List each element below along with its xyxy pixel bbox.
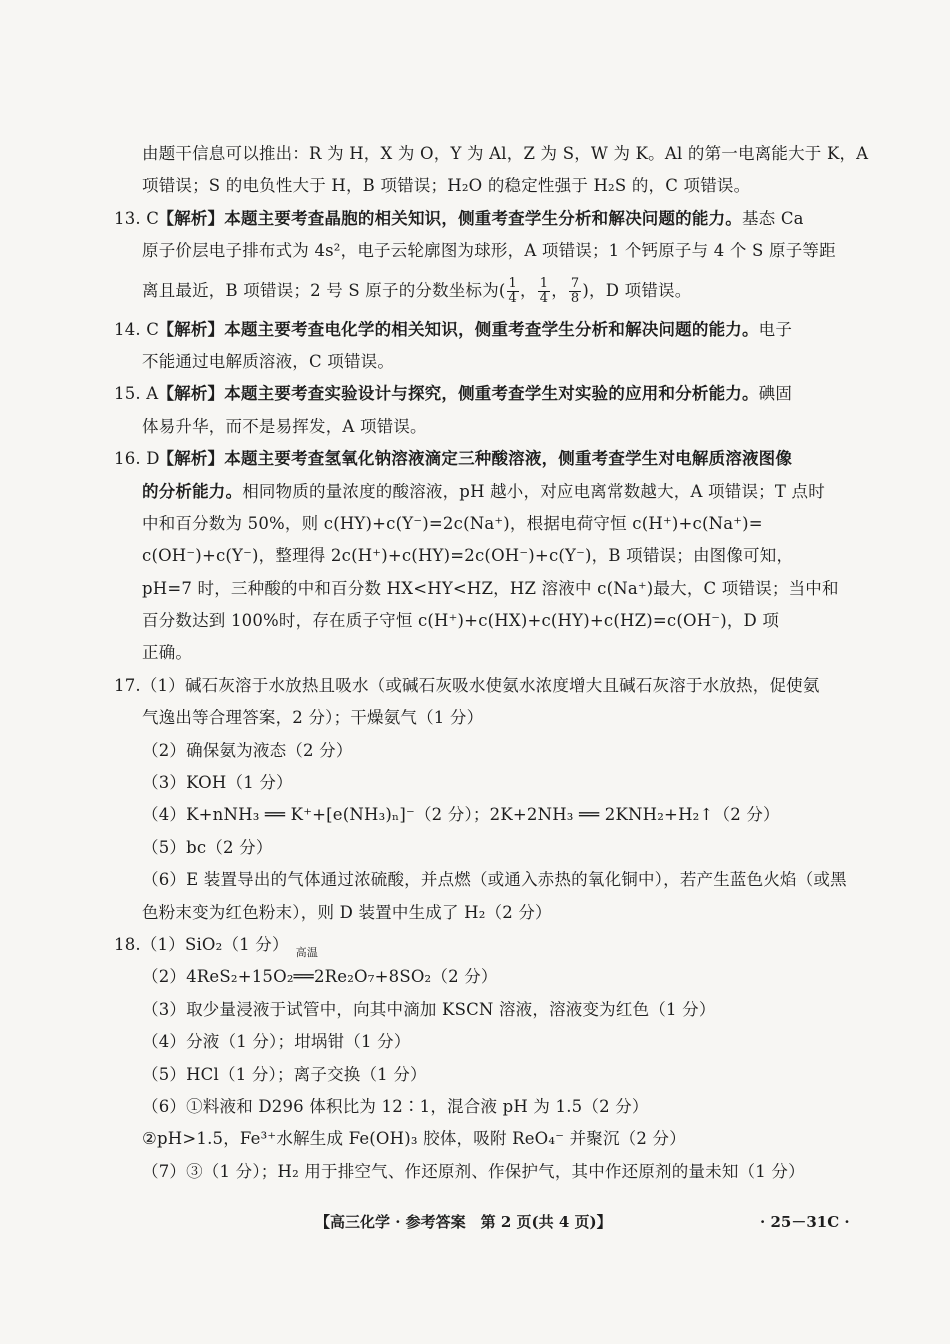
q18-line-4: （4）分液（1 分）；坩埚钳（1 分） <box>142 1032 411 1052</box>
footer-code: · 25－31C · <box>760 1213 850 1231</box>
q17-line-7: （6）E 装置导出的气体通过浓硫酸，并点燃（或通入赤热的氧化铜中），若产生蓝色火焰（或黑 <box>142 870 847 890</box>
q15-line-2: 体易升华，而不是易挥发，A 项错误。 <box>142 416 427 436</box>
q15-analysis-tag: 【解析】 <box>157 384 225 404</box>
q14-line-1 <box>114 314 844 346</box>
q12-line-1: 由题干信息可以推出：R 为 H，X 为 O，Y 为 Al，Z 为 S，W 为 K。Al 的第一电离能大于 K，A <box>142 144 869 163</box>
q16-line-1 <box>114 443 844 475</box>
q12-line-2: 项错误；S 的电负性大于 H，B 项错误；H₂O 的稳定性强于 H₂S 的，C 项错误。 <box>142 176 751 196</box>
q18-line-3: （3）取少量浸液于试管中，向其中滴加 KSCN 溶液，溶液变为红色（1 分） <box>142 999 716 1019</box>
page-footer <box>0 1211 950 1237</box>
q13-analysis-tag: 【解析】 <box>157 208 225 228</box>
q18-line-2: （2）4ReS₂+15O₂ 高温 ══2Re₂O₇+8SO₂（2 分） <box>114 961 844 993</box>
q15-summary: 本题主要考查实验设计与探究，侧重考查学生对实验的应用和分析能力。 <box>224 384 759 404</box>
q14-summary: 本题主要考查电化学的相关知识，侧重考查学生分析和解决问题的能力。 <box>224 319 759 339</box>
q17-line-5: （4）K+nNH₃ ══ K⁺+[e(NH₃)ₙ]⁻（2 分）；2K+2NH₃ ══ 2KNH₂+H₂↑（2 分） <box>142 805 780 825</box>
q17-line-6: （5）bc（2 分） <box>142 837 273 857</box>
q16-number: 16. D <box>114 449 160 469</box>
q15-text: 碘固 <box>758 384 793 404</box>
q18-line-7: ②pH>1.5，Fe³⁺水解生成 Fe(OH)₃ 胶体，吸附 ReO₄⁻ 并聚沉（2 分） <box>142 1129 686 1149</box>
q14-analysis-tag: 【解析】 <box>157 319 225 339</box>
footer-title: 【高三化学 · 参考答案 第 2 页(共 4 页)】 <box>315 1213 612 1231</box>
q13-coord-suffix: )，D 项错误。 <box>582 280 692 300</box>
q17-line-8: 色粉末变为红色粉末），则 D 装置中生成了 H₂（2 分） <box>142 902 552 922</box>
q15-number: 15. A <box>114 384 159 404</box>
q16-line-5: pH=7 时，三种酸的中和百分数 HX<HY<HZ，HZ 溶液中 c(Na⁺)最大，C 项错误；当中和 <box>142 578 839 598</box>
q16-line-3: 中和百分数为 50%，则 c(HY)+c(Y⁻)=2c(Na⁺)，根据电荷守恒 c(H⁺)+c(Na⁺)= <box>142 513 763 533</box>
q18-line-1: 18.（1）SiO₂（1 分） <box>114 934 289 954</box>
q17-line-3: （2）确保氨为液态（2 分） <box>142 740 353 760</box>
fraction-1: $\frac{1}{4}$ <box>508 275 518 306</box>
reaction-condition: 高温 ══ <box>293 946 319 987</box>
q16-analysis-tag: 【解析】 <box>157 449 225 469</box>
q18-line-5: （5）HCl（1 分）；离子交换（1 分） <box>142 1064 427 1084</box>
q13-text: 基态 Ca <box>741 208 804 228</box>
q14-number: 14. C <box>114 319 160 339</box>
q13-line-1 <box>114 203 844 235</box>
q16-summary: 本题主要考查氢氧化钠溶液滴定三种酸溶液，侧重考查学生对电解质溶液图像 <box>224 449 793 469</box>
q13-coord-prefix: 离且最近，B 项错误；2 号 S 原子的分数坐标为( <box>142 280 506 300</box>
fraction-3: $\frac{7}{8}$ <box>570 275 580 306</box>
q18-line-8: （7）③（1 分）；H₂ 用于排空气、作还原剂、作保护气，其中作还原剂的量未知（1 分） <box>142 1161 805 1181</box>
q17-line-2: 气逸出等合理答案，2 分）；干燥氨气（1 分） <box>142 708 484 728</box>
answer-content <box>114 138 869 1188</box>
q17-line-1: 17.（1）碱石灰溶于水放热且吸水（或碱石灰吸水使氨水浓度增大且碱石灰溶于水放热，促使氨 <box>114 675 820 695</box>
q13-summary: 本题主要考查晶胞的相关知识，侧重考查学生分析和解决问题的能力。 <box>224 208 742 228</box>
q13-line-3: 离且最近，B 项错误；2 号 S 原子的分数坐标为( $\frac{1}{4}$ ， $\frac{1}{4}$ ， $\frac{7}{8}$ )，D 项错误。 <box>142 275 692 306</box>
q14-text: 电子 <box>758 319 793 339</box>
fraction-2: $\frac{1}{4}$ <box>539 275 549 306</box>
q15-line-1 <box>114 378 844 410</box>
q16-line-7: 正确。 <box>142 643 193 663</box>
q18-line-6: （6）①料液和 D296 体积比为 12∶1，混合液 pH 为 1.5（2 分） <box>142 1096 649 1116</box>
q13-line-2: 原子价层电子排布式为 4s²，电子云轮廓图为球形，A 项错误；1 个钙原子与 4 个 S 原子等距 <box>142 241 836 261</box>
q16-line-6: 百分数达到 100%时，存在质子守恒 c(H⁺)+c(HX)+c(HY)+c(HZ)=c(OH⁻)，D 项 <box>142 611 780 631</box>
q13-number: 13. C <box>114 208 160 228</box>
q17-line-4: （3）KOH（1 分） <box>142 773 293 793</box>
q16-line-4: c(OH⁻)+c(Y⁻)，整理得 2c(H⁺)+c(HY)=2c(OH⁻)+c(Y⁻)，B 项错误；由图像可知， <box>142 546 794 566</box>
q16-line-2: 的分析能力。相同物质的量浓度的酸溶液，pH 越小，对应电离常数越大，A 项错误；T 点时 <box>142 481 825 501</box>
q14-line-2: 不能通过电解质溶液，C 项错误。 <box>142 351 395 371</box>
